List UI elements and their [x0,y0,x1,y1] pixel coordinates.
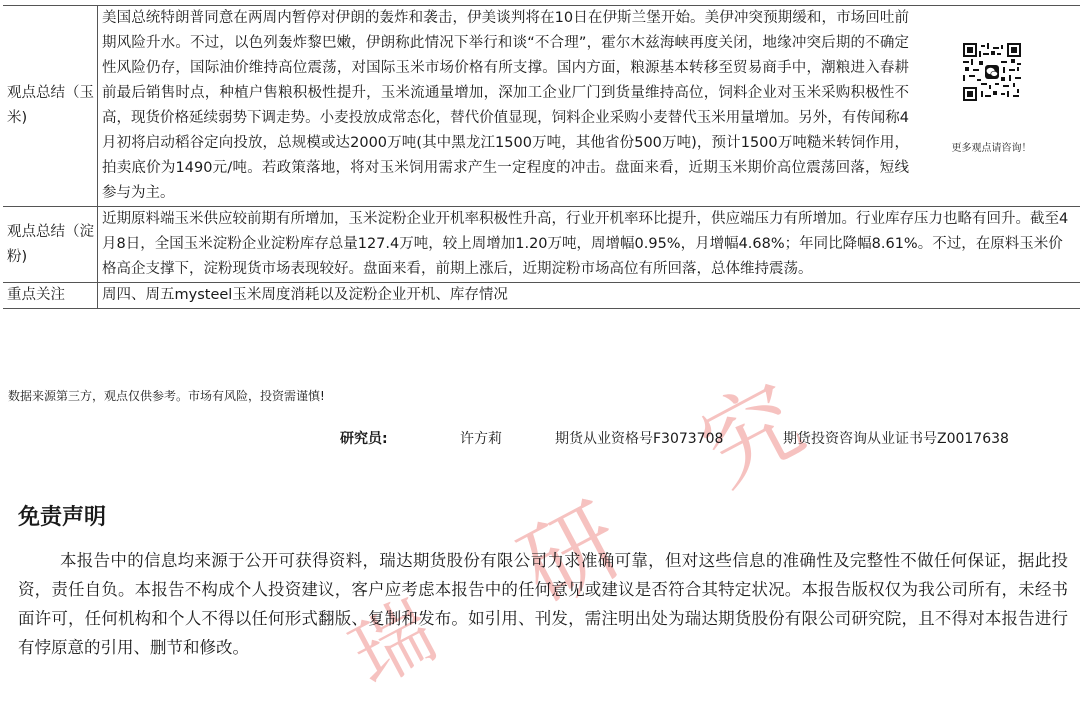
watermark-char: 研 [502,483,641,628]
researcher-title: 研究员: [340,431,388,447]
corn-summary-text: 美国总统特朗普同意在两周内暂停对伊朗的轰炸和袭击，伊美谈判将在10日在伊斯兰堡开始。美伊冲突预期缓和，市场回吐前期风险升水。不过，以色列轰炸黎巴嫩，伊朗称此情况下举行和谈“不合理”，霍尔木兹海峡再度关闭，地缘冲突后期的不确定性风险仍存，国际油价维持高位震荡，对国际玉米市场价格有所支撑。国内方面，粮源基本转移至贸易商手中，潮粮进入春耕前最后销售时点，种植户售粮积极性提升，玉米流通量增加，深加工企业厂门到货量维持高位，饲料企业对玉米采购积极性不高，现货价格延续弱势下调走势。小麦投放成常态化，替代价值显现，饲料企业采购小麦替代玉米用量增加。另外，有传闻称4月初将启动稻谷定向投放，总规模或达2000万吨(其中黑龙江1500万吨，其他省份500万吨)，预计1500万吨糙米转饲作用，拍卖底价为1490元/吨。若政策落地，将对玉米饲用需求产生一定程度的冲击。盘面来看，近期玉米期价高位震荡回落，短线参与为主。 [102,10,909,201]
disclaimer-title: 免责声明 [18,505,107,530]
row-label-corn: 观点总结（玉米) [3,6,98,207]
focus-text: 周四、周五mysteel玉米周度消耗以及淀粉企业开机、库存情况 [98,283,1081,309]
starch-summary-text: 近期原料端玉米供应较前期有所增加，玉米淀粉企业开机率积极性升高，行业开机率环比提升，供应端压力有所增加。行业库存压力也略有回升。截至4月8日，全国玉米淀粉企业淀粉库存总量127.4万吨，较上周增加1.20万吨，周增幅0.95%，月增幅4.68%；年同比降幅8.61%。不过，在原料玉米价格高企支撑下，淀粉现货市场表现较好。盘面来看，前期上涨后，近期淀粉市场高位有所回落，总体维持震荡。 [98,207,1081,283]
table-row [3,283,1080,309]
table-row [3,207,1080,283]
disclaimer-body: 本报告中的信息均来源于公开可获得资料，瑞达期货股份有限公司力求准确可靠，但对这些信息的准确性及完整性不做任何保证，据此投资，责任自负。本报告不构成个人投资建议，客户应考虑本报告中的任何意见或建议是否符合其特定状况。本报告版权仅为我公司所有，未经书面许可，任何机构和个人不得以任何形式翻版、复制和发布。如引用、刊发，需注明出处为瑞达期货股份有限公司研究院，且不得对本报告进行有悖原意的引用、删节和修改。 [18,551,1068,657]
row-content-corn [98,6,1081,207]
observation-table [3,5,1080,309]
qr-caption: 更多观点请咨询！ [951,143,1032,154]
qr-code-icon [963,14,1021,130]
row-label-starch: 观点总结（淀粉) [3,207,98,283]
researcher-consulting-cert: 期货投资咨询从业证书号Z0017638 [783,431,1009,447]
researcher-qualification: 期货从业资格号F3073708 [555,431,724,447]
watermark-char: 瑞 [336,583,451,704]
qr-block [909,6,1074,206]
researcher-name: 许方莉 [460,431,502,447]
source-note: 数据来源第三方，观点仅供参考。市场有风险，投资需谨慎! [8,389,325,403]
row-label-focus: 重点关注 [3,283,98,309]
table-row [3,6,1080,207]
watermark-char: 究 [682,363,821,508]
